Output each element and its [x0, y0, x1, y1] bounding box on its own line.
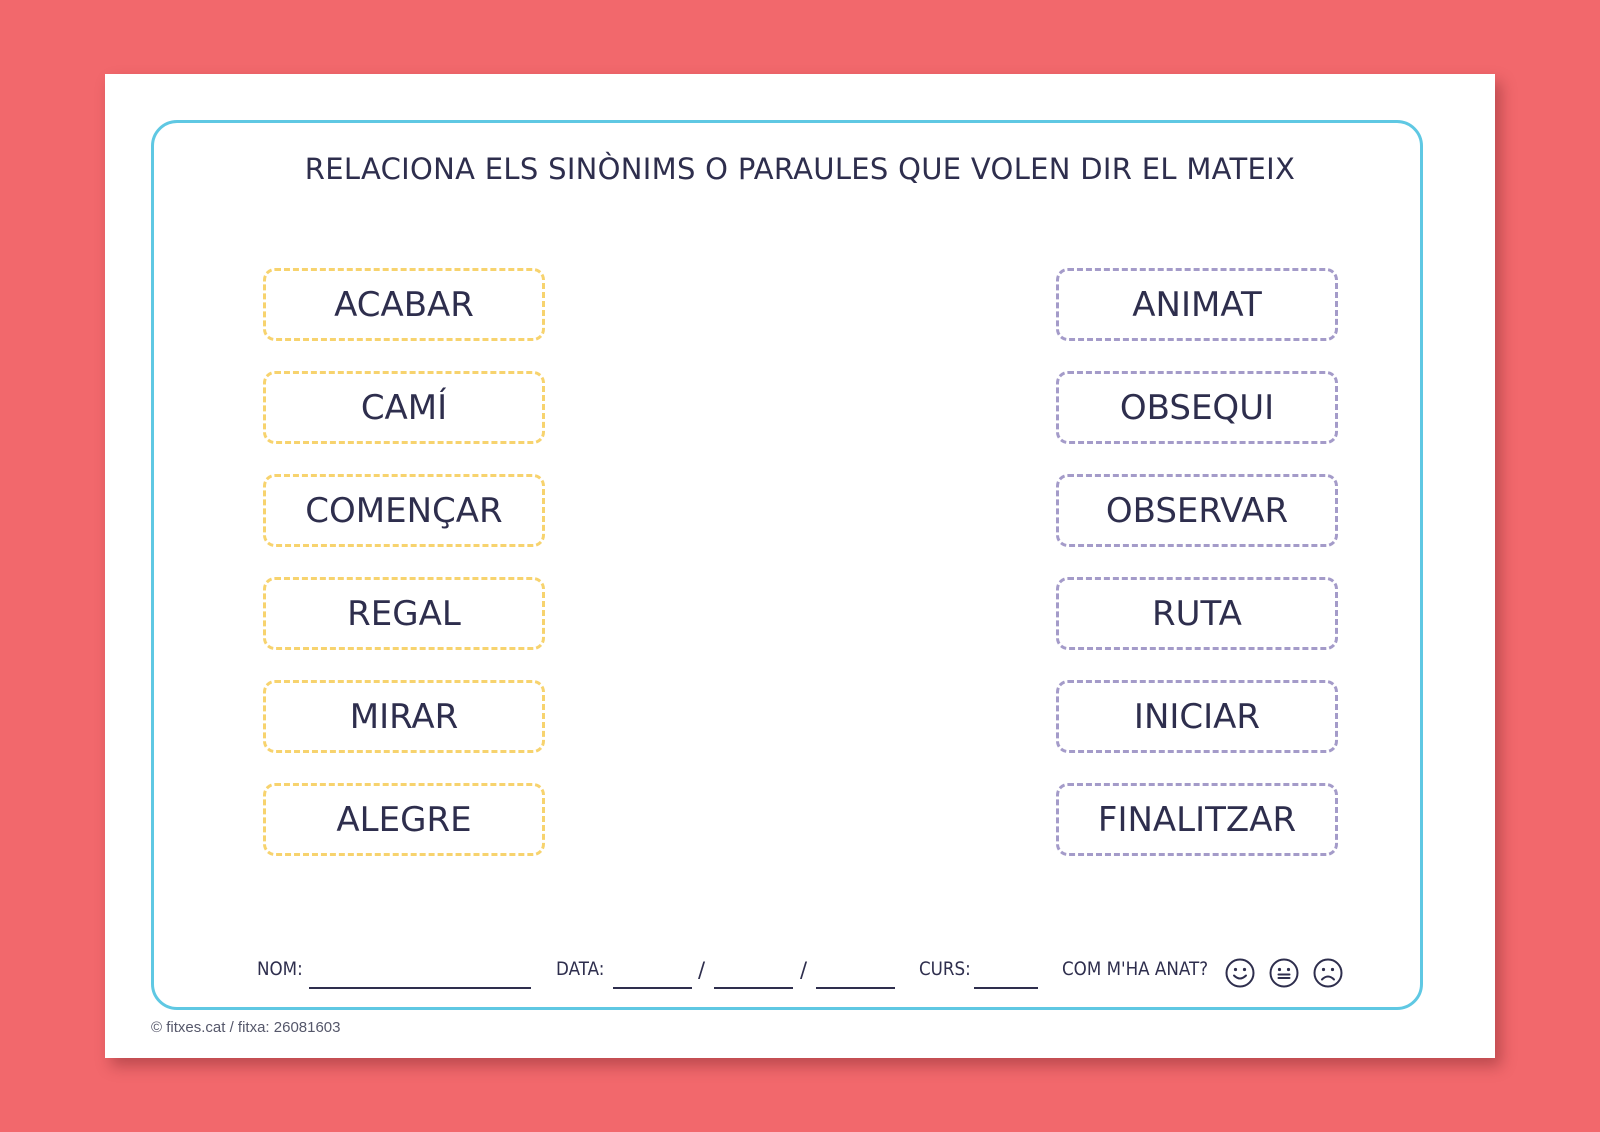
left-word-box[interactable]: CAMÍ — [263, 371, 545, 444]
name-label: NOM: — [257, 958, 303, 980]
date-day-field[interactable] — [613, 987, 692, 989]
date-month-field[interactable] — [714, 987, 793, 989]
neutral-face-icon[interactable] — [1268, 957, 1300, 989]
worksheet-frame — [151, 120, 1423, 1010]
date-label: DATA: — [556, 958, 605, 980]
right-word-box[interactable]: OBSEQUI — [1056, 371, 1338, 444]
left-word-box[interactable]: ACABAR — [263, 268, 545, 341]
right-word-box[interactable]: INICIAR — [1056, 680, 1338, 753]
course-label: CURS: — [919, 958, 971, 980]
worksheet — [105, 74, 1495, 1058]
right-word-box[interactable]: FINALITZAR — [1056, 783, 1338, 856]
right-word-box[interactable]: OBSERVAR — [1056, 474, 1338, 547]
date-separator: / — [800, 958, 808, 982]
right-word-box[interactable]: ANIMAT — [1056, 268, 1338, 341]
left-word-box[interactable]: COMENÇAR — [263, 474, 545, 547]
date-separator: / — [698, 958, 706, 982]
copyright-text: © fitxes.cat / fitxa: 26081603 — [151, 1019, 341, 1036]
left-word-box[interactable]: MIRAR — [263, 680, 545, 753]
course-field[interactable] — [974, 987, 1038, 989]
feedback-label: COM M'HA ANAT? — [1062, 958, 1209, 980]
happy-face-icon[interactable] — [1224, 957, 1256, 989]
name-field[interactable] — [309, 987, 531, 989]
worksheet-title: RELACIONA ELS SINÒNIMS O PARAULES QUE VOLEN DIR EL MATEIX — [304, 152, 1296, 186]
right-word-box[interactable]: RUTA — [1056, 577, 1338, 650]
sad-face-icon[interactable] — [1312, 957, 1344, 989]
left-word-box[interactable]: ALEGRE — [263, 783, 545, 856]
left-word-box[interactable]: REGAL — [263, 577, 545, 650]
date-year-field[interactable] — [816, 987, 895, 989]
